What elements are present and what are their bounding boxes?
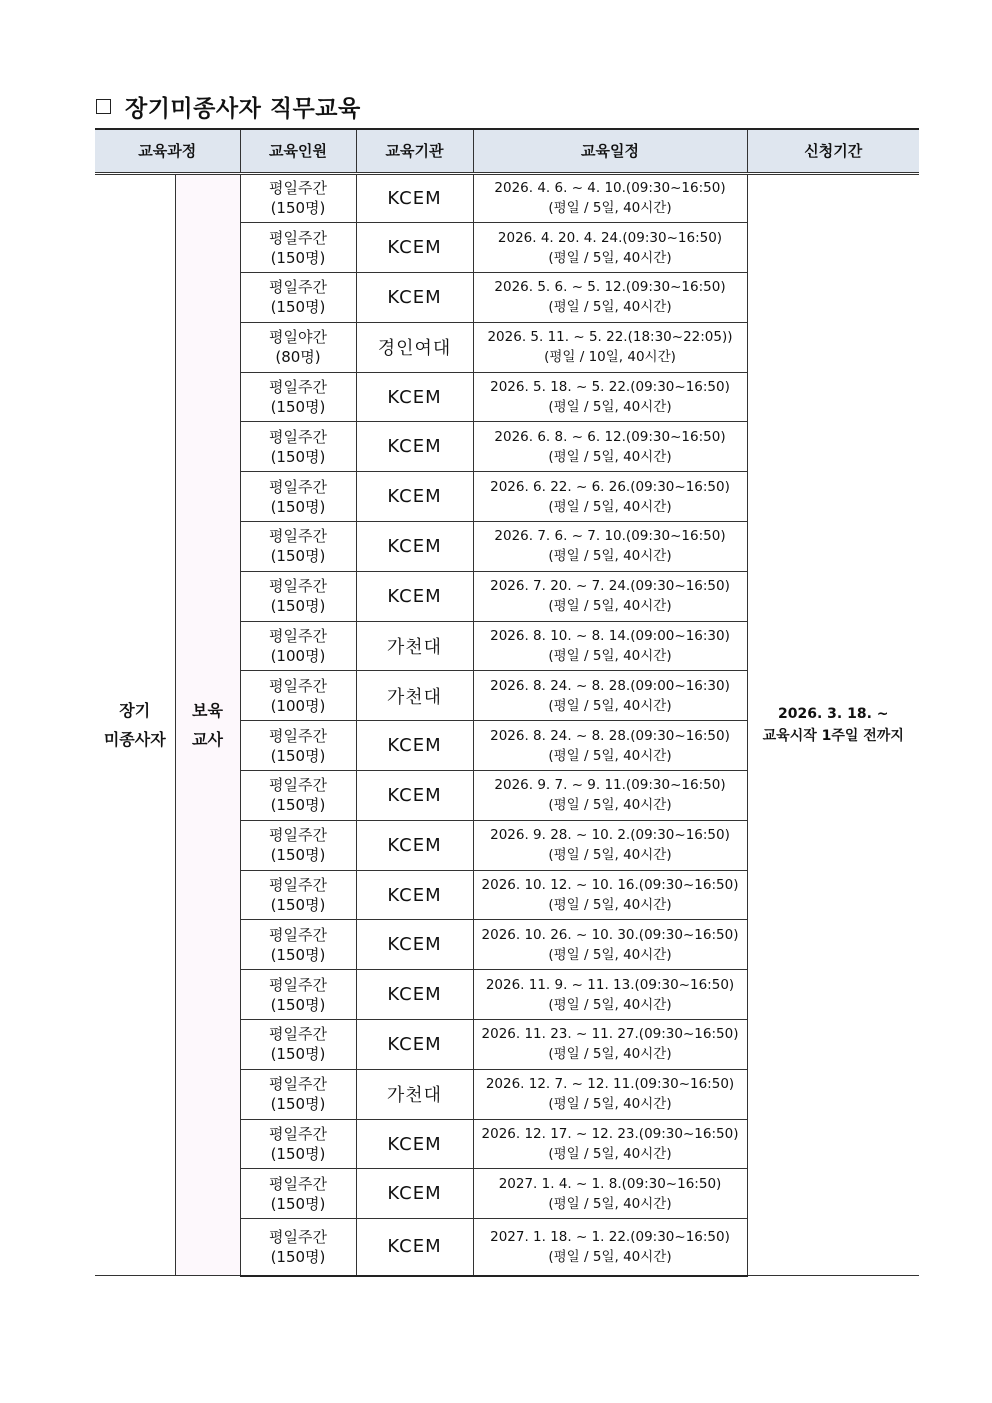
session-type: 평일주간 (269, 527, 327, 546)
people-cell (240, 820, 356, 870)
session-count: (150명) (270, 447, 326, 466)
schedule-detail: (평일 / 10일, 40시간) (544, 349, 676, 366)
schedule-date: 2026. 7. 20. ~ 7. 24.(09:30~16:50) (490, 578, 730, 595)
page-title-text: 장기미종사자 직무교육 (125, 95, 361, 122)
session-type: 평일주간 (269, 577, 327, 596)
org-cell: KCEM (356, 771, 473, 821)
schedule-cell (473, 322, 747, 372)
schedule-detail: (평일 / 5일, 40시간) (548, 299, 672, 316)
schedule-cell (473, 422, 747, 472)
schedule-date: 2026. 10. 12. ~ 10. 16.(09:30~16:50) (481, 877, 739, 894)
schedule-cell (473, 820, 747, 870)
schedule-detail: (평일 / 5일, 40시간) (548, 996, 672, 1013)
people-cell (240, 1020, 356, 1070)
session-count: (150명) (270, 846, 326, 865)
period-end: 교육시작 1주일 전까지 (762, 727, 904, 744)
session-count: (80명) (275, 348, 321, 367)
session-type: 평일주간 (269, 975, 327, 994)
schedule-detail: (평일 / 5일, 40시간) (548, 747, 672, 764)
schedule-detail: (평일 / 5일, 40시간) (548, 249, 672, 266)
org-cell: KCEM (356, 721, 473, 771)
session-type: 평일주간 (269, 1075, 327, 1094)
session-count: (150명) (270, 746, 326, 765)
schedule-cell (473, 870, 747, 920)
session-count: (150명) (270, 1247, 326, 1266)
schedule-date: 2026. 12. 17. ~ 12. 23.(09:30~16:50) (481, 1126, 739, 1143)
schedule-cell (473, 721, 747, 771)
session-type: 평일주간 (269, 427, 327, 446)
schedule-cell (473, 1069, 747, 1119)
schedule-detail: (평일 / 5일, 40시간) (548, 1046, 672, 1063)
schedule-cell (473, 522, 747, 572)
session-type: 평일주간 (269, 228, 327, 247)
people-cell (240, 771, 356, 821)
session-count: (150명) (270, 547, 326, 566)
org-cell: KCEM (356, 372, 473, 422)
table-header-row (95, 129, 919, 173)
org-cell: KCEM (356, 1020, 473, 1070)
people-cell (240, 522, 356, 572)
schedule-detail: (평일 / 5일, 40시간) (548, 498, 672, 515)
session-count: (150명) (270, 199, 326, 218)
schedule-cell (473, 1169, 747, 1219)
schedule-detail: (평일 / 5일, 40시간) (548, 946, 672, 963)
session-type: 평일주간 (269, 826, 327, 845)
schedule-cell (473, 970, 747, 1020)
session-count: (150명) (270, 1194, 326, 1213)
schedule-date: 2026. 8. 24. ~ 8. 28.(09:00~16:30) (490, 677, 730, 694)
org-cell: KCEM (356, 522, 473, 572)
course-main-line: 장기 (119, 700, 151, 720)
schedule-detail: (평일 / 5일, 40시간) (548, 648, 672, 665)
schedule-cell (473, 1219, 747, 1276)
schedule-cell (473, 223, 747, 273)
people-cell (240, 621, 356, 671)
org-cell: KCEM (356, 970, 473, 1020)
session-type: 평일주간 (269, 1174, 327, 1193)
people-cell (240, 970, 356, 1020)
schedule-detail: (평일 / 5일, 40시간) (548, 399, 672, 416)
org-cell: KCEM (356, 1219, 473, 1276)
session-count: (100명) (270, 647, 326, 666)
session-type: 평일주간 (269, 925, 327, 944)
schedule-detail: (평일 / 5일, 40시간) (548, 598, 672, 615)
schedule-cell (473, 1119, 747, 1169)
schedule-detail: (평일 / 5일, 40시간) (548, 797, 672, 814)
session-type: 평일주간 (269, 876, 327, 895)
application-period-cell (747, 173, 919, 1276)
org-cell: KCEM (356, 223, 473, 273)
course-main-line: 미종사자 (103, 729, 166, 749)
schedule-date: 2026. 4. 6. ~ 4. 10.(09:30~16:50) (494, 180, 726, 197)
schedule-detail: (평일 / 5일, 40시간) (548, 1096, 672, 1113)
session-type: 평일주간 (269, 1025, 327, 1044)
education-schedule-table (95, 128, 919, 1277)
schedule-date: 2026. 8. 24. ~ 8. 28.(09:30~16:50) (490, 727, 730, 744)
session-count: (150명) (270, 896, 326, 915)
people-cell (240, 173, 356, 223)
org-cell: KCEM (356, 820, 473, 870)
org-cell: 경인여대 (356, 322, 473, 372)
org-cell: KCEM (356, 472, 473, 522)
schedule-detail: (평일 / 5일, 40시간) (548, 1248, 672, 1265)
course-main-cell (95, 173, 175, 1276)
schedule-detail: (평일 / 5일, 40시간) (548, 897, 672, 914)
schedule-date: 2027. 1. 4. ~ 1. 8.(09:30~16:50) (498, 1175, 722, 1192)
people-cell (240, 1219, 356, 1276)
checkbox-square-icon (96, 99, 111, 114)
schedule-date: 2026. 6. 8. ~ 6. 12.(09:30~16:50) (494, 428, 726, 445)
schedule-cell (473, 571, 747, 621)
session-count: (150명) (270, 597, 326, 616)
session-type: 평일주간 (269, 726, 327, 745)
schedule-date: 2026. 5. 6. ~ 5. 12.(09:30~16:50) (494, 279, 726, 296)
people-cell (240, 721, 356, 771)
schedule-date: 2026. 6. 22. ~ 6. 26.(09:30~16:50) (490, 478, 730, 495)
schedule-date: 2026. 5. 11. ~ 5. 22.(18:30~22:05)) (487, 329, 733, 346)
course-sub-cell (175, 173, 240, 1276)
schedule-detail: (평일 / 5일, 40시간) (548, 548, 672, 565)
people-cell (240, 920, 356, 970)
schedule-cell (473, 1020, 747, 1070)
schedule-date: 2026. 5. 18. ~ 5. 22.(09:30~16:50) (490, 379, 730, 396)
schedule-date: 2026. 9. 28. ~ 10. 2.(09:30~16:50) (490, 827, 730, 844)
session-count: (150명) (270, 497, 326, 516)
people-cell (240, 322, 356, 372)
org-cell: KCEM (356, 273, 473, 323)
people-cell (240, 422, 356, 472)
org-cell: KCEM (356, 1119, 473, 1169)
people-cell (240, 571, 356, 621)
people-cell (240, 1169, 356, 1219)
org-cell: 가천대 (356, 1069, 473, 1119)
session-count: (150명) (270, 248, 326, 267)
people-cell (240, 223, 356, 273)
table-row (95, 173, 919, 223)
schedule-date: 2027. 1. 18. ~ 1. 22.(09:30~16:50) (490, 1228, 730, 1245)
schedule-cell (473, 472, 747, 522)
schedule-detail: (평일 / 5일, 40시간) (548, 697, 672, 714)
session-count: (150명) (270, 995, 326, 1014)
schedule-detail: (평일 / 5일, 40시간) (548, 847, 672, 864)
session-type: 평일주간 (269, 676, 327, 695)
people-cell (240, 870, 356, 920)
schedule-detail: (평일 / 5일, 40시간) (548, 448, 672, 465)
session-count: (100명) (270, 696, 326, 715)
session-type: 평일주간 (269, 776, 327, 795)
header-period: 신청기간 (747, 129, 919, 173)
schedule-detail: (평일 / 5일, 40시간) (548, 1195, 672, 1212)
schedule-date: 2026. 9. 7. ~ 9. 11.(09:30~16:50) (494, 777, 726, 794)
session-type: 평일주간 (269, 627, 327, 646)
schedule-cell (473, 771, 747, 821)
page-title (96, 88, 361, 124)
org-cell: KCEM (356, 1169, 473, 1219)
org-cell: KCEM (356, 920, 473, 970)
org-cell: KCEM (356, 422, 473, 472)
header-course: 교육과정 (95, 129, 240, 173)
header-people: 교육인원 (240, 129, 356, 173)
header-schedule: 교육일정 (473, 129, 747, 173)
org-cell: 가천대 (356, 671, 473, 721)
table-body (95, 173, 919, 1276)
schedule-cell (473, 920, 747, 970)
org-cell: KCEM (356, 173, 473, 223)
people-cell (240, 372, 356, 422)
org-cell: KCEM (356, 571, 473, 621)
session-count: (150명) (270, 1045, 326, 1064)
session-type: 평일주간 (269, 1227, 327, 1246)
schedule-date: 2026. 7. 6. ~ 7. 10.(09:30~16:50) (494, 528, 726, 545)
schedule-date: 2026. 10. 26. ~ 10. 30.(09:30~16:50) (481, 926, 739, 943)
schedule-detail: (평일 / 5일, 40시간) (548, 200, 672, 217)
course-sub-line: 교사 (192, 729, 223, 749)
schedule-date: 2026. 8. 10. ~ 8. 14.(09:00~16:30) (490, 628, 730, 645)
course-sub-line: 보육 (192, 700, 223, 720)
session-count: (150명) (270, 945, 326, 964)
schedule-date: 2026. 11. 23. ~ 11. 27.(09:30~16:50) (481, 1026, 739, 1043)
session-count: (150명) (270, 298, 326, 317)
session-count: (150명) (270, 1145, 326, 1164)
schedule-date: 2026. 4. 20. 4. 24.(09:30~16:50) (497, 229, 723, 246)
schedule-cell (473, 372, 747, 422)
session-type: 평일주간 (269, 477, 327, 496)
schedule-date: 2026. 12. 7. ~ 12. 11.(09:30~16:50) (485, 1076, 735, 1093)
session-type: 평일주간 (269, 278, 327, 297)
people-cell (240, 472, 356, 522)
people-cell (240, 671, 356, 721)
schedule-cell (473, 671, 747, 721)
schedule-date: 2026. 11. 9. ~ 11. 13.(09:30~16:50) (485, 976, 735, 993)
session-type: 평일야간 (269, 328, 327, 347)
session-count: (150명) (270, 1095, 326, 1114)
schedule-cell (473, 173, 747, 223)
session-type: 평일주간 (269, 179, 327, 198)
session-count: (150명) (270, 796, 326, 815)
schedule-cell (473, 273, 747, 323)
schedule-cell (473, 621, 747, 671)
org-cell: 가천대 (356, 621, 473, 671)
people-cell (240, 1069, 356, 1119)
session-type: 평일주간 (269, 378, 327, 397)
schedule-detail: (평일 / 5일, 40시간) (548, 1146, 672, 1163)
people-cell (240, 1119, 356, 1169)
header-org: 교육기관 (356, 129, 473, 173)
period-start: 2026. 3. 18. ~ (778, 705, 889, 722)
people-cell (240, 273, 356, 323)
session-count: (150명) (270, 398, 326, 417)
session-type: 평일주간 (269, 1125, 327, 1144)
org-cell: KCEM (356, 870, 473, 920)
